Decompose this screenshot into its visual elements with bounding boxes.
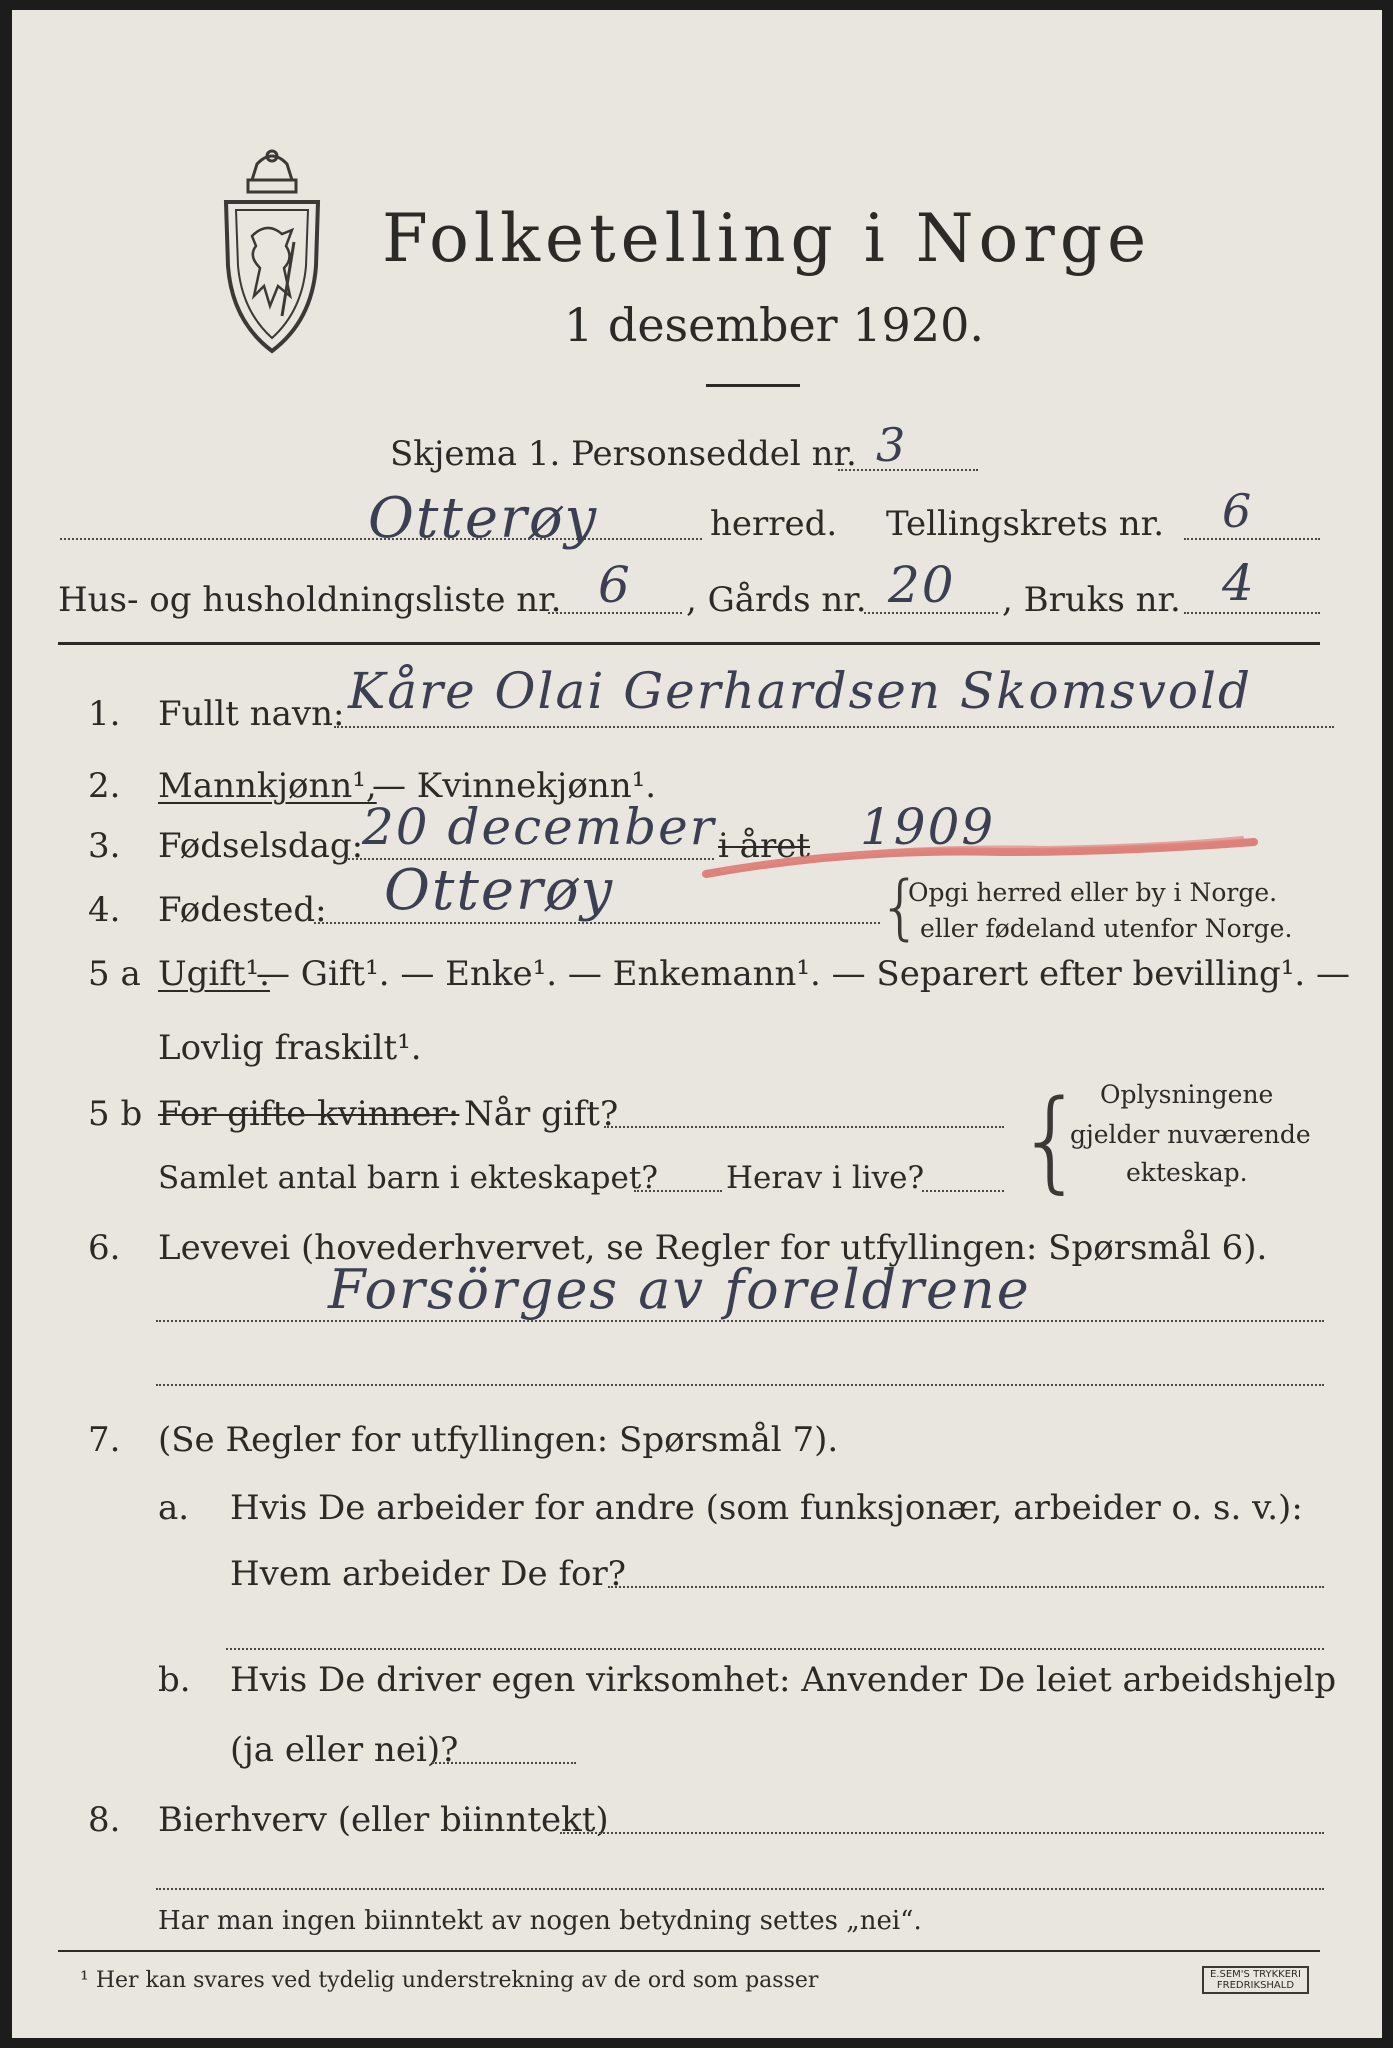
husholdningsliste-label: Hus- og husholdningsliste nr. <box>58 580 562 620</box>
tellingskrets-label: Tellingskrets nr. <box>886 504 1165 544</box>
q5b-alive-label: Herav i live? <box>726 1160 925 1196</box>
q5a-options-rest: — Gift¹. — Enke¹. — Enkemann¹. — Separert efter bevilling¹. — <box>256 954 1351 994</box>
q5b-label: For gifte kvinner: <box>158 1094 460 1134</box>
q4-value: Otterøy <box>384 858 615 923</box>
q1-value: Kåre Olai Gerhardsen Skomsvold <box>348 662 1252 720</box>
q3-year-value: 1909 <box>860 798 996 856</box>
q4-note-brace: { <box>878 866 923 948</box>
q5a-number: 5 a <box>88 954 141 994</box>
q4-note-line2: eller fødeland utenfor Norge. <box>920 914 1293 943</box>
q8-label: Bierhverv (eller biinntekt) <box>158 1800 609 1840</box>
q6-label: Levevei (hovederhvervet, se Regler for utfyllingen: Spørsmål 6). <box>158 1228 1268 1268</box>
bruks-label: , Bruks nr. <box>1002 580 1181 620</box>
q3-label: Fødselsdag: <box>158 826 364 866</box>
bruks-value: 4 <box>1222 554 1256 612</box>
q1-label: Fullt navn: <box>158 694 345 734</box>
tellingskrets-value: 6 <box>1222 484 1254 538</box>
printer-stamp <box>1202 1966 1309 1994</box>
header-divider <box>58 642 1320 645</box>
q8-field-line-1 <box>560 1832 1324 1834</box>
q6-number: 6. <box>88 1228 121 1268</box>
red-pencil-mark <box>702 822 1262 882</box>
q4-number: 4. <box>88 890 121 930</box>
q8-field-line-2 <box>156 1888 1324 1890</box>
q5b-note-line2: gjelder nuværende <box>1070 1120 1311 1149</box>
q7-number: 7. <box>88 1420 121 1460</box>
q5b-married-when: Når gift? <box>464 1094 619 1134</box>
schema-label: Skjema 1. Personseddel nr. <box>390 434 857 474</box>
q2-number: 2. <box>88 766 121 806</box>
gards-value: 20 <box>888 556 956 614</box>
husholdningsliste-value: 6 <box>598 556 632 614</box>
form-date: 1 desember 1920. <box>564 298 984 352</box>
q7b-question: (ja eller nei)? <box>230 1730 459 1770</box>
q5b-note-brace: { <box>1016 1076 1086 1204</box>
q5b-children-label: Samlet antal barn i ekteskapet? <box>158 1160 658 1196</box>
q5b-alive-field-line <box>922 1190 1004 1192</box>
q7a-field-line-2 <box>226 1648 1324 1650</box>
footer-divider <box>58 1950 1320 1952</box>
personseddel-field-line <box>838 469 978 471</box>
footnote: ¹ Her kan svares ved tydelig understrekning av de ord som passer <box>80 1968 819 1993</box>
gards-label: , Gårds nr. <box>686 580 867 620</box>
q5a-option-ugift: Ugift¹. <box>158 954 270 994</box>
q2-option-female: — Kvinnekjønn¹. <box>372 766 657 806</box>
printer-stamp-line1: E.SEM'S TRYKKERI <box>1210 1969 1301 1980</box>
q8-number: 8. <box>88 1800 121 1840</box>
q7a-text: Hvis De arbeider for andre (som funksjonær, arbeider o. s. v.): <box>230 1488 1303 1528</box>
q7b-field-line <box>432 1762 576 1764</box>
q3-number: 3. <box>88 826 121 866</box>
bruks-field-line <box>1184 612 1320 614</box>
herred-value: Otterøy <box>368 486 599 551</box>
printer-stamp-line2: FREDRIKSHALD <box>1216 1980 1295 1991</box>
q7a-question: Hvem arbeider De for? <box>230 1554 626 1594</box>
q5b-note-line3: ekteskap. <box>1126 1158 1248 1187</box>
q5b-children-field-line <box>634 1190 722 1192</box>
q3-date-value: 20 december <box>362 798 716 856</box>
q7-label: (Se Regler for utfyllingen: Spørsmål 7). <box>158 1420 839 1460</box>
q5a-option-fraskilt: Lovlig fraskilt¹. <box>158 1028 422 1068</box>
q3-year-label: i året <box>718 826 810 866</box>
q2-option-male: Mannkjønn¹, <box>158 766 377 806</box>
q6-field-line-2 <box>156 1384 1324 1386</box>
q6-value: Forsörges av foreldrene <box>328 1258 1031 1321</box>
q1-number: 1. <box>88 694 121 734</box>
q7a-field-line-1 <box>608 1586 1324 1588</box>
q5b-married-field-line <box>604 1126 1004 1128</box>
form-title: Folketelling i Norge <box>382 200 1152 277</box>
q4-note-line1: Opgi herred eller by i Norge. <box>908 878 1278 907</box>
q7b-text: Hvis De driver egen virksomhet: Anvender De leiet arbeidshjelp <box>230 1660 1337 1700</box>
coat-of-arms-icon <box>212 146 332 356</box>
q5b-number: 5 b <box>88 1094 143 1134</box>
q7a-letter: a. <box>158 1488 190 1528</box>
census-form-page <box>12 10 1382 2038</box>
tellingskrets-field-line <box>1184 538 1320 540</box>
personseddel-number: 3 <box>876 418 908 472</box>
q4-label: Fødested: <box>158 890 327 930</box>
title-divider <box>706 384 800 387</box>
income-note: Har man ingen biinntekt av nogen betydning settes „nei“. <box>158 1906 922 1936</box>
herred-label: herred. <box>710 504 838 544</box>
q5b-note-line1: Oplysningene <box>1100 1080 1274 1109</box>
q1-field-line <box>334 726 1334 728</box>
q7b-letter: b. <box>158 1660 191 1700</box>
